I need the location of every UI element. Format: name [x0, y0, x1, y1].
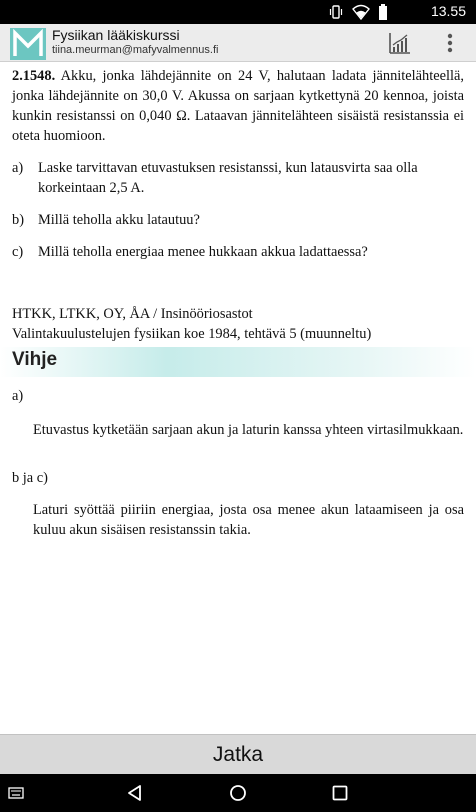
hint-text-a: Etuvastus kytketään sarjaan akun ja laturin kanssa yhteen virtasilmukkaan. [33, 422, 464, 438]
hint-text-bc: Laturi syöttää piiriin energiaa, josta osa menee akun lataamiseen ja osa kuluu akun sisäisen resistanssin takia. [33, 502, 464, 538]
hint-label-a: a) [12, 388, 24, 404]
hint-title: Vihje [12, 349, 58, 370]
hint-label-bc: b ja c) [12, 470, 48, 486]
status-bar [0, 0, 476, 24]
battery-icon [378, 4, 388, 20]
question-label: c) [12, 244, 24, 260]
problem-statement [12, 66, 464, 146]
app-title: Fysiikan lääkiskurssi [52, 27, 180, 43]
question-label: a) [12, 160, 24, 176]
status-icons [328, 4, 388, 20]
wifi-icon [352, 4, 370, 20]
hint-header-band [0, 347, 476, 377]
clock: 13.55 [430, 3, 466, 19]
app-logo [10, 28, 46, 60]
vibrate-icon [328, 4, 344, 20]
source-line-2: Valintakuulustelujen fysiikan koe 1984, tehtävä 5 (muunneltu) [12, 326, 372, 342]
problem-content [12, 62, 464, 344]
account-email: tiina.meurman@mafyvalmennus.fi [52, 44, 219, 56]
chart-icon [386, 30, 412, 56]
source-line-1: HTKK, LTKK, OY, ÅA / Insinööriosastot [12, 306, 253, 322]
continue-button[interactable]: Jatka [0, 734, 476, 774]
back-icon[interactable] [125, 783, 145, 803]
question-text: Laske tarvittavan etuvastuksen resistanssi, kun latausvirta saa olla korkeintaan 2,5 A. [38, 160, 418, 196]
app-bar [0, 24, 476, 62]
keyboard-icon[interactable] [8, 785, 24, 801]
problem-number: 2.1548. [12, 68, 56, 84]
overflow-menu-button[interactable] [440, 30, 460, 56]
recent-apps-icon[interactable] [330, 783, 350, 803]
more-vert-icon [440, 30, 460, 56]
question-label: b) [12, 212, 24, 228]
question-a [12, 158, 464, 198]
statistics-button[interactable] [386, 30, 412, 56]
home-icon[interactable] [228, 783, 248, 803]
question-b [12, 210, 464, 230]
navigation-bar [0, 774, 476, 812]
problem-source [12, 304, 464, 344]
problem-text: Akku, jonka lähdejännite on 24 V, halutaan ladata jännitelähteellä, jonka lähdejännite on 30,0 V. Akussa on sarjaan kytkettynä 20 kennoa, joista kunkin resistanssi on 0,040 Ω. Lataavan jännitelähteen sisäistä resistanssia ei oteta huomioon. [12, 68, 464, 144]
question-c [12, 242, 464, 262]
question-text: Millä teholla akku latautuu? [38, 212, 200, 228]
question-text: Millä teholla energiaa menee hukkaan akkua ladattaessa? [38, 244, 368, 260]
